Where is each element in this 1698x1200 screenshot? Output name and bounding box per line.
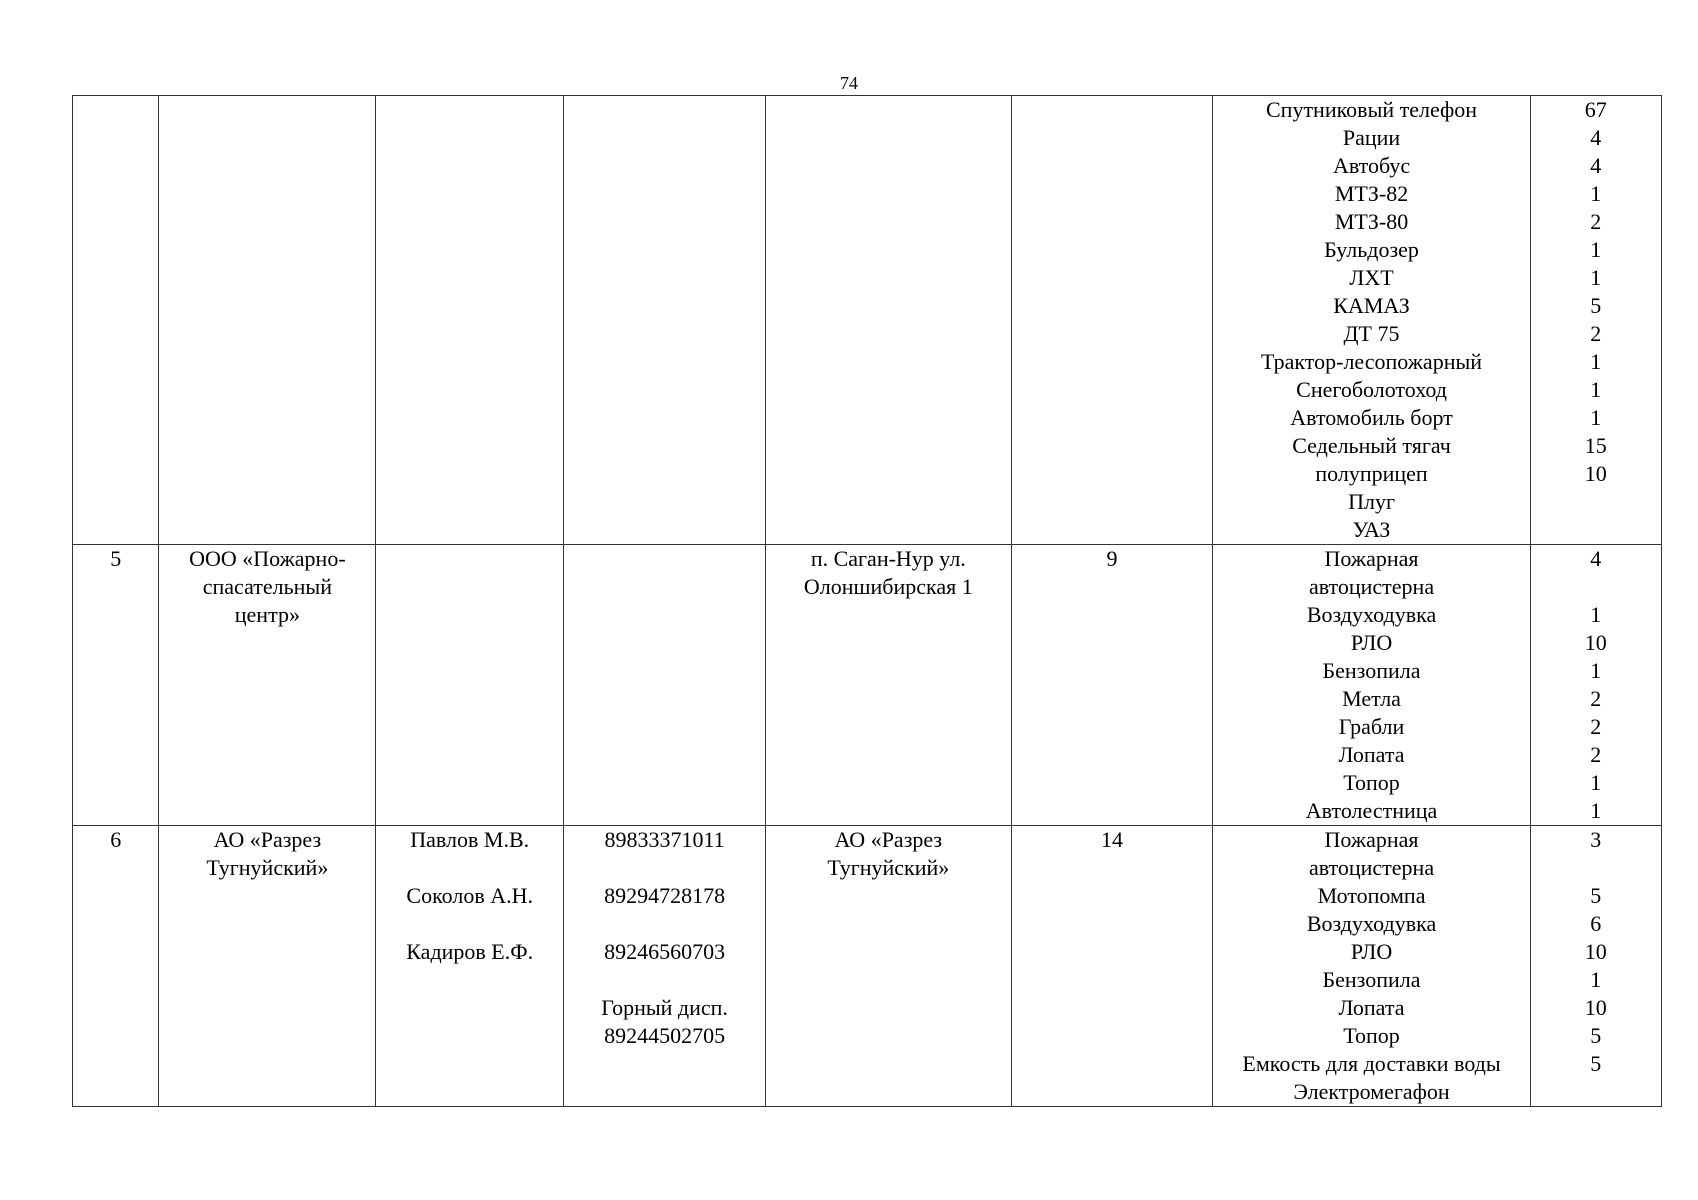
equipment-name: Топор [1343,770,1400,795]
equipment-qty: 4 [1590,125,1602,150]
equipment-qty: 1 [1590,377,1602,402]
equipment-name: Бульдозер [1324,237,1419,262]
equipment-name: Мотопомпа [1317,883,1426,908]
equipment-qty: 4 [1590,153,1602,178]
address-cell [766,96,1012,545]
quantity-cell [1530,826,1661,1107]
equipment-name: Бензопила [1322,658,1421,683]
responsible-persons-cell [376,96,564,545]
equipment-qty: 5 [1590,1051,1602,1076]
equipment-qty: 5 [1590,883,1602,908]
equipment-qty: 1 [1590,658,1602,683]
personnel-count-cell: 9 [1011,545,1213,826]
equipment-name: Электромегафон [1293,1079,1450,1104]
equipment-qty: 4 [1590,546,1602,571]
equipment-qty: 1 [1590,237,1602,262]
equipment-name: Автобус [1332,153,1411,178]
equipment-cell [1213,826,1530,1107]
equipment-qty: 5 [1590,293,1602,318]
equipment-qty: 10 [1584,630,1607,655]
equipment-name: автоцистерна [1308,855,1435,880]
phones-cell [564,826,766,1107]
equipment-name: Автолестница [1305,798,1438,823]
equipment-qty: 2 [1590,686,1602,711]
page-number: 74 [840,73,858,93]
equipment-name: Автомобиль борт [1290,405,1453,430]
person-name: Кадиров Е.Ф. [406,939,534,964]
phone-number: 89244502705 [604,1023,726,1048]
equipment-qty: 10 [1584,461,1607,486]
equipment-qty: 10 [1584,939,1607,964]
organization-cell: ООО «Пожарно- спасательный центр» [159,545,376,826]
equipment-qty: 15 [1584,433,1607,458]
equipment-name: Рации [1342,125,1401,150]
equipment-name: Бензопила [1322,967,1421,992]
equipment-name: Топор [1343,1023,1400,1048]
equipment-qty: 1 [1590,967,1602,992]
equipment-qty: 1 [1590,265,1602,290]
address-cell: п. Саган-Нур ул. Олоншибирская 1 [766,545,1012,826]
equipment-qty: 6 [1590,911,1602,936]
equipment-name: Лопата [1338,995,1405,1020]
quantity-cell [1530,545,1661,826]
row-number-cell [73,96,159,545]
equipment-name: ДТ 75 [1343,321,1400,346]
phone-label: Горный дисп. [601,995,728,1020]
equipment-qty: 1 [1590,602,1602,627]
table-row [73,826,1662,1107]
equipment-name: Снегоболотоход [1296,377,1447,402]
address-cell: АО «Разрез Тугнуйский» [766,826,1012,1107]
equipment-name: Пожарная [1324,827,1419,852]
quantity-cell [1530,96,1661,545]
equipment-qty: 2 [1590,742,1602,767]
equipment-qty: 5 [1590,1023,1602,1048]
person-name: Соколов А.Н. [406,883,534,908]
organization-cell: АО «Разрез Тугнуйский» [159,826,376,1107]
equipment-name: КАМАЗ [1333,293,1410,318]
equipment-name: Метла [1342,686,1401,711]
equipment-qty: 1 [1590,181,1602,206]
equipment-name: МТЗ-80 [1334,209,1409,234]
equipment-qty: 2 [1590,209,1602,234]
equipment-cell [1213,545,1530,826]
equipment-name: РЛО [1350,630,1393,655]
equipment-name: Спутниковый телефон [1266,97,1478,122]
equipment-qty: 67 [1584,97,1607,122]
resources-table [72,95,1662,1107]
person-name: Павлов М.В. [410,827,530,852]
equipment-name: Плуг [1348,489,1395,514]
equipment-name: Лопата [1338,742,1405,767]
equipment-qty: 1 [1590,770,1602,795]
organization-cell [159,96,376,545]
equipment-name: Воздуходувка [1306,602,1437,627]
equipment-name: Пожарная [1324,546,1419,571]
equipment-cell [1213,96,1530,545]
equipment-name: Грабли [1338,714,1405,739]
phones-cell [564,545,766,826]
equipment-name: ЛХТ [1349,265,1394,290]
row-number-cell: 5 [73,545,159,826]
equipment-name: Воздуходувка [1306,911,1437,936]
equipment-qty: 2 [1590,321,1602,346]
equipment-name: РЛО [1350,939,1393,964]
table-row [73,545,1662,826]
responsible-persons-cell [376,545,564,826]
equipment-qty: 2 [1590,714,1602,739]
equipment-name: автоцистерна [1308,574,1435,599]
personnel-count-cell: 14 [1011,826,1213,1107]
equipment-qty: 1 [1590,349,1602,374]
responsible-persons-cell [376,826,564,1107]
equipment-qty: 1 [1590,798,1602,823]
equipment-qty: 1 [1590,405,1602,430]
equipment-qty: 3 [1590,827,1602,852]
equipment-name: УАЗ [1352,517,1391,542]
phones-cell [564,96,766,545]
phone-number: 89294728178 [604,883,726,908]
table-row [73,96,1662,545]
equipment-qty: 10 [1584,995,1607,1020]
equipment-name: МТЗ-82 [1334,181,1409,206]
equipment-name: Емкость для доставки воды [1242,1051,1501,1076]
row-number-cell: 6 [73,826,159,1107]
equipment-name: Седельный тягач [1292,433,1451,458]
equipment-name: Трактор-лесопожарный [1261,349,1483,374]
personnel-count-cell [1011,96,1213,545]
phone-number: 89246560703 [604,939,726,964]
phone-number: 89833371011 [604,827,725,852]
equipment-name: полуприцеп [1315,461,1428,486]
